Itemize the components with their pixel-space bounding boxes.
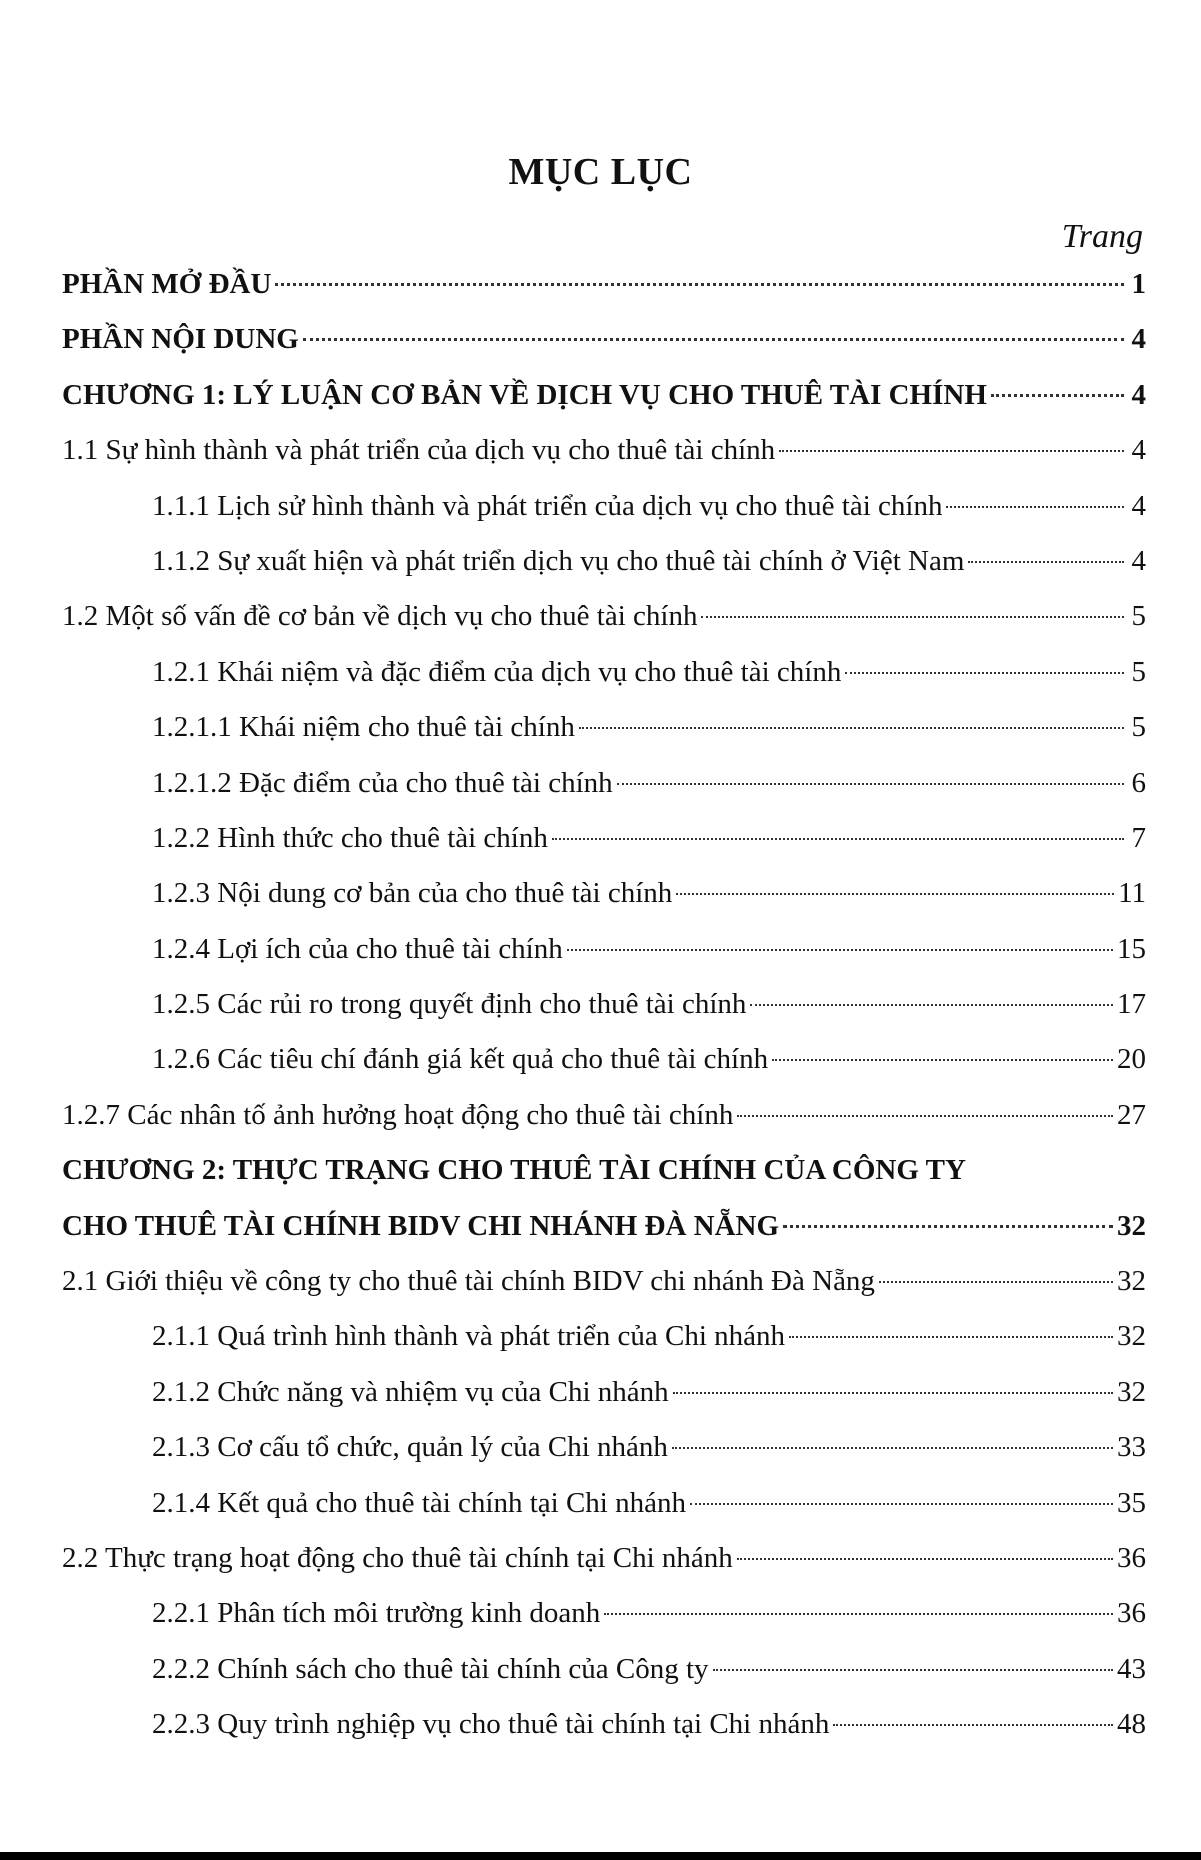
bottom-edge-bar: [0, 1852, 1201, 1860]
dot-leader: [275, 283, 1124, 286]
toc-entry-page: 32: [1117, 1320, 1146, 1353]
toc-entry-page: 4: [1131, 544, 1146, 577]
toc-entry-page: 4: [1131, 323, 1146, 356]
toc-entry: [62, 1431, 1146, 1486]
toc-entry: [62, 1653, 1146, 1708]
dot-leader: [879, 1281, 1113, 1283]
toc-entry-page: 5: [1131, 711, 1146, 744]
toc-entry-page: 36: [1117, 1597, 1146, 1630]
toc-entry-label: 1.1.1 Lịch sử hình thành và phát triển của dịch vụ cho thuê tài chính: [152, 489, 943, 522]
toc-entry-page: 11: [1118, 877, 1146, 910]
dot-leader: [673, 1392, 1113, 1394]
dot-leader: [779, 450, 1124, 452]
toc-entry-label: CHO THUÊ TÀI CHÍNH BIDV CHI NHÁNH ĐÀ NẴNG: [62, 1209, 780, 1242]
toc-entry-label: 2.1.1 Quá trình hình thành và phát triển của Chi nhánh: [152, 1320, 786, 1353]
toc-entry-label: CHƯƠNG 1: LÝ LUẬN CƠ BẢN VỀ DỊCH VỤ CHO THUÊ TÀI CHÍNH: [62, 378, 987, 411]
toc-entry-label: 1.1 Sự hình thành và phát triển của dịch vụ cho thuê tài chính: [62, 434, 776, 467]
toc-entry-page: 33: [1117, 1431, 1146, 1464]
toc-entry: [62, 323, 1146, 378]
toc-entry-page: 32: [1117, 1209, 1146, 1242]
toc-entry: [62, 1542, 1146, 1597]
toc-entry: [62, 1597, 1146, 1652]
toc-entry-label: 2.1.2 Chức năng và nhiệm vụ của Chi nhánh: [152, 1375, 669, 1408]
toc-entry-label: PHẦN MỞ ĐẦU: [62, 268, 272, 300]
dot-leader: [579, 727, 1124, 729]
toc-entry: [62, 1043, 1146, 1098]
dot-leader: [833, 1724, 1113, 1726]
toc-entry: [62, 988, 1146, 1043]
toc-entry: [62, 600, 1146, 655]
toc-entry-label: 1.2.3 Nội dung cơ bản của cho thuê tài chính: [152, 877, 673, 910]
toc-entry-page: 35: [1117, 1486, 1146, 1519]
toc-entry: [62, 379, 1146, 434]
page-title: MỤC LỤC: [508, 151, 693, 193]
toc-entry: [62, 877, 1146, 932]
toc-entry-page: 17: [1117, 988, 1146, 1021]
dot-leader: [617, 783, 1124, 785]
table-of-contents: [62, 268, 1146, 1764]
toc-entry-label: 1.2.1 Khái niệm và đặc điểm của dịch vụ cho thuê tài chính: [152, 655, 842, 688]
toc-entry-label: 1.2 Một số vấn đề cơ bản về dịch vụ cho thuê tài chính: [62, 600, 698, 633]
toc-entry-label: 1.2.1.2 Đặc điểm của cho thuê tài chính: [152, 766, 613, 799]
toc-entry-label: 1.2.2 Hình thức cho thuê tài chính: [152, 821, 548, 854]
toc-entry-label: 1.2.4 Lợi ích của cho thuê tài chính: [152, 932, 563, 965]
toc-entry: [62, 822, 1146, 877]
toc-entry: [62, 268, 1146, 323]
toc-entry-label: 2.1.4 Kết quả cho thuê tài chính tại Chi nhánh: [152, 1486, 686, 1519]
dot-leader: [672, 1447, 1113, 1449]
toc-entry-label: 1.2.5 Các rủi ro trong quyết định cho thuê tài chính: [152, 988, 747, 1021]
dot-leader: [991, 394, 1124, 397]
dot-leader: [604, 1613, 1113, 1615]
toc-entry-label: 1.1.2 Sự xuất hiện và phát triển dịch vụ cho thuê tài chính ở Việt Nam: [152, 544, 965, 577]
toc-entry-label: CHƯƠNG 2: THỰC TRẠNG CHO THUÊ TÀI CHÍNH CỦA CÔNG TY: [62, 1154, 966, 1187]
toc-entry-page: 4: [1131, 489, 1146, 522]
toc-entry-page: 32: [1117, 1265, 1146, 1298]
toc-entry-page: 43: [1117, 1652, 1146, 1685]
dot-leader: [713, 1669, 1113, 1671]
toc-entry-label: 2.2 Thực trạng hoạt động cho thuê tài chính tại Chi nhánh: [62, 1541, 733, 1574]
toc-entry: [62, 1320, 1146, 1375]
dot-leader: [750, 1004, 1113, 1006]
dot-leader: [772, 1059, 1113, 1061]
toc-entry-label: 2.1 Giới thiệu về công ty cho thuê tài chính BIDV chi nhánh Đà Nẵng: [62, 1265, 875, 1298]
toc-entry-page: 1: [1131, 268, 1146, 300]
toc-entry: [62, 1099, 1146, 1154]
dot-leader: [676, 893, 1114, 895]
dot-leader: [552, 838, 1124, 840]
toc-entry-page: 4: [1131, 434, 1146, 467]
toc-entry-label: PHẦN NỘI DUNG: [62, 323, 299, 356]
toc-entry: [62, 933, 1146, 988]
toc-entry: [62, 656, 1146, 711]
toc-entry-page: 4: [1131, 378, 1146, 411]
toc-entry: [62, 1154, 1146, 1209]
toc-entry: [62, 767, 1146, 822]
toc-entry-page: 7: [1131, 821, 1146, 854]
toc-entry: [62, 1708, 1146, 1763]
dot-leader: [946, 506, 1124, 508]
dot-leader: [690, 1503, 1113, 1505]
toc-entry-label: 2.2.2 Chính sách cho thuê tài chính của Công ty: [152, 1652, 709, 1685]
dot-leader: [737, 1558, 1113, 1560]
toc-entry: [62, 1265, 1146, 1320]
toc-entry-page: 48: [1117, 1708, 1146, 1741]
toc-entry-page: 5: [1131, 655, 1146, 688]
toc-entry-page: 20: [1117, 1043, 1146, 1076]
toc-entry: [62, 490, 1146, 545]
dot-leader: [783, 1225, 1113, 1228]
dot-leader: [737, 1115, 1113, 1117]
dot-leader: [845, 672, 1124, 674]
toc-entry-page: 27: [1117, 1098, 1146, 1131]
toc-entry-label: 1.2.7 Các nhân tố ảnh hưởng hoạt động cho thuê tài chính: [62, 1098, 734, 1131]
toc-entry: [62, 434, 1146, 489]
toc-entry-page: 36: [1117, 1541, 1146, 1574]
toc-entry-label: 1.2.1.1 Khái niệm cho thuê tài chính: [152, 711, 575, 744]
dot-leader: [968, 561, 1124, 563]
toc-entry-label: 2.2.1 Phân tích môi trường kinh doanh: [152, 1597, 601, 1630]
dot-leader: [789, 1336, 1113, 1338]
toc-entry-label: 2.2.3 Quy trình nghiệp vụ cho thuê tài chính tại Chi nhánh: [152, 1708, 830, 1741]
toc-entry-page: 5: [1131, 600, 1146, 633]
dot-leader: [701, 616, 1124, 618]
toc-entry: [62, 1376, 1146, 1431]
toc-entry: [62, 711, 1146, 766]
toc-entry: [62, 545, 1146, 600]
toc-entry-page: 6: [1131, 766, 1146, 799]
toc-entry-label: 2.1.3 Cơ cấu tổ chức, quản lý của Chi nhánh: [152, 1431, 668, 1464]
toc-entry: [62, 1487, 1146, 1542]
toc-entry-page: 15: [1117, 932, 1146, 965]
toc-entry-label: 1.2.6 Các tiêu chí đánh giá kết quả cho thuê tài chính: [152, 1043, 769, 1076]
toc-entry-page: 32: [1117, 1375, 1146, 1408]
toc-entry: [62, 1210, 1146, 1265]
dot-leader: [303, 338, 1124, 341]
page-column-label: Trang: [1061, 218, 1143, 255]
dot-leader: [567, 949, 1113, 951]
